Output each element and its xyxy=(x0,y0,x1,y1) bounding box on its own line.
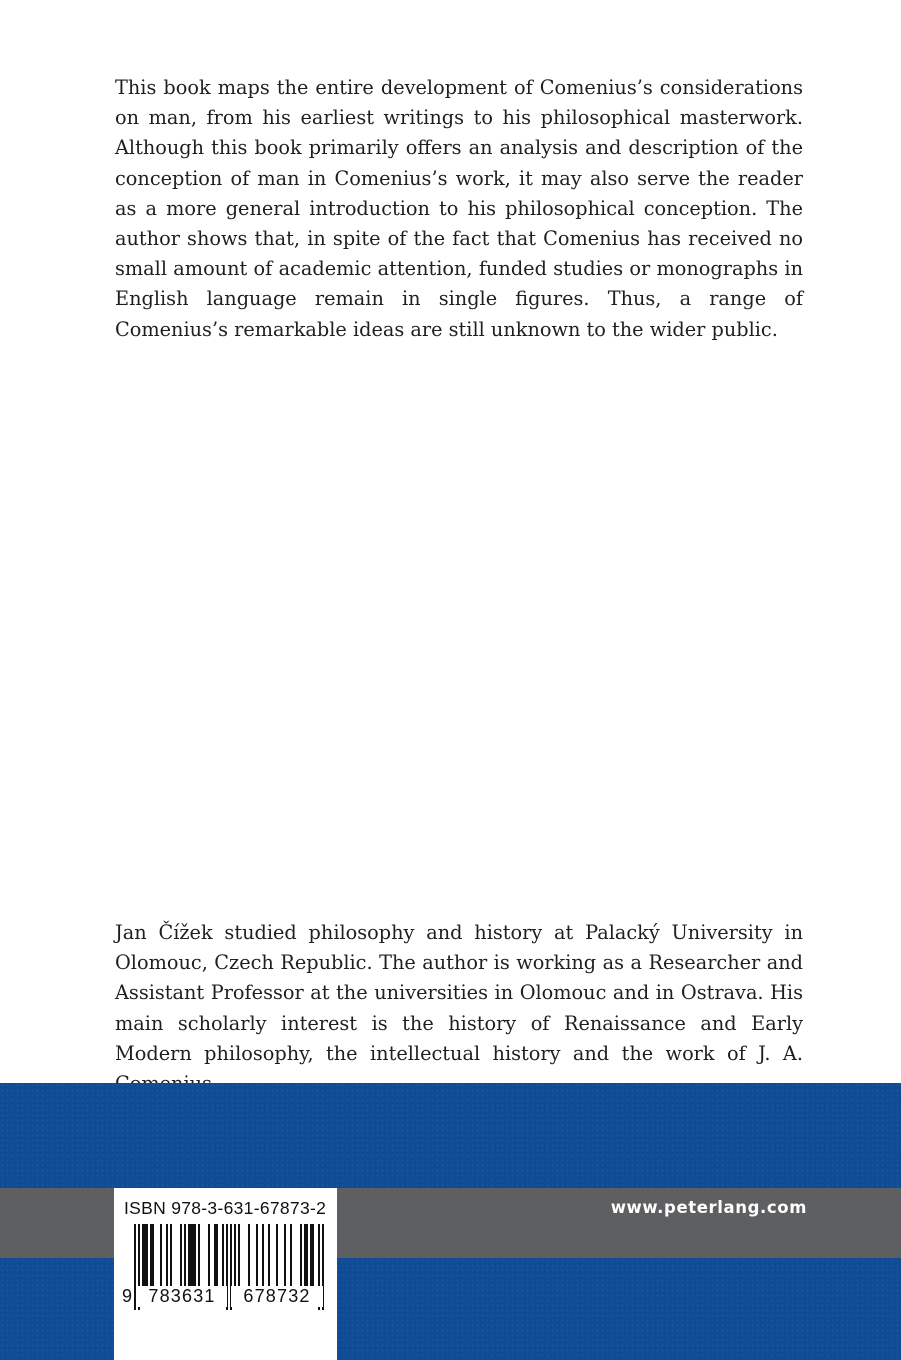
ean-digits xyxy=(120,1286,332,1310)
isbn-label: ISBN 978-3-631-67873-2 xyxy=(124,1198,327,1218)
ean-left-digits: 783631 xyxy=(137,1286,227,1307)
ean-first-digit: 9 xyxy=(122,1286,133,1306)
author-bio: Jan Čížek studied philosophy and history at Palacký University in Olomouc, Czech Republic. The author is working as a Researcher and Assistant Professor at the universities in Olomouc and in Ostrava. His main scholarly interest is the history of Renaissance and Early Modern philosophy, the intellectual history and the work of J. A. xyxy=(115,921,803,1065)
ean-right-digits: 678732 xyxy=(231,1286,323,1307)
book-blurb: This book maps the entire development of Comenius’s considerations on man, from his earliest writings to his philosophical masterwork. Although this book primarily offers an analysis and description of the conception of man in Comenius’s work, it may also serve the reader as a more general introduction to his philosophical conception. The author shows that, in spite of the fact that Comenius has received no small amount of academic attention, funded studies or monographs in English language remain in single figures. Thus, a range of Comenius’s remarkable ideas are still unknown to the wider public. xyxy=(115,76,803,341)
publisher-website[interactable]: www.peterlang.com xyxy=(610,1198,807,1217)
barcode-panel xyxy=(114,1188,337,1360)
